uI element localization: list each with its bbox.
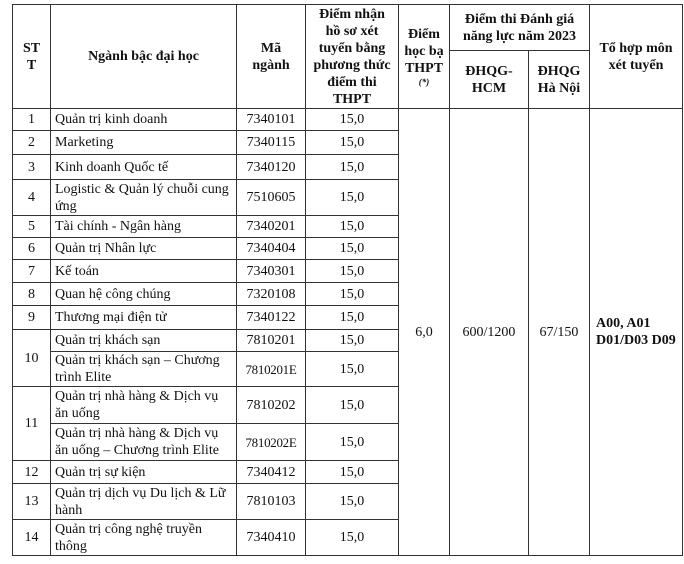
row-stt: 9 (13, 306, 51, 330)
row-name: Marketing (51, 131, 237, 155)
row-score: 15,0 (306, 352, 399, 387)
row-code: 7510605 (237, 180, 306, 216)
combo-list: A00, A01 D01/D03 D09 (590, 109, 683, 556)
row-name: Tài chính - Ngân hàng (51, 216, 237, 238)
row-score: 15,0 (306, 306, 399, 330)
row-score: 15,0 (306, 155, 399, 180)
row-score: 15,0 (306, 238, 399, 260)
header-transcript-label: Điểm học bạ THPT (404, 27, 444, 76)
row-name: Quản trị kinh doanh (51, 109, 237, 131)
row-name: Quan hệ công chúng (51, 283, 237, 306)
header-major: Ngành bậc đại học (51, 5, 237, 109)
row-stt: 8 (13, 283, 51, 306)
row-name: Quản trị dịch vụ Du lịch & Lữ hành (51, 484, 237, 520)
header-aptitude: Điểm thi Đánh giá năng lực năm 2023 (450, 5, 590, 51)
row-name: Quản trị Nhân lực (51, 238, 237, 260)
row-code: 7340404 (237, 238, 306, 260)
row-name: Logistic & Quản lý chuỗi cung ứng (51, 180, 237, 216)
row-score: 15,0 (306, 330, 399, 352)
row-code: 7340120 (237, 155, 306, 180)
row-score: 15,0 (306, 387, 399, 424)
header-stt: ST T (13, 5, 51, 109)
row-name: Quản trị công nghệ truyền thông (51, 520, 237, 556)
row-stt: 11 (13, 387, 51, 461)
row-score: 15,0 (306, 131, 399, 155)
row-code: 7810103 (237, 484, 306, 520)
row-code: 7340101 (237, 109, 306, 131)
row-name: Thương mại điện tử (51, 306, 237, 330)
row-code: 7810202 (237, 387, 306, 424)
row-score: 15,0 (306, 180, 399, 216)
row-stt: 14 (13, 520, 51, 556)
header-code: Mã ngành (237, 5, 306, 109)
row-score: 15,0 (306, 424, 399, 461)
row-code: 7340122 (237, 306, 306, 330)
row-stt: 1 (13, 109, 51, 131)
row-name: Quản trị khách sạn – Chương trình Elite (51, 352, 237, 387)
table-row (13, 109, 683, 131)
row-code: 7810202E (237, 424, 306, 461)
row-code: 7320108 (237, 283, 306, 306)
row-stt: 2 (13, 131, 51, 155)
transcript-score: 6,0 (399, 109, 450, 556)
row-code: 7810201E (237, 352, 306, 387)
row-name: Quản trị nhà hàng & Dịch vụ ăn uống (51, 387, 237, 424)
row-stt: 12 (13, 461, 51, 484)
row-name: Kế toán (51, 260, 237, 283)
header-hanoi: ĐHQG Hà Nội (529, 51, 590, 109)
row-code: 7340410 (237, 520, 306, 556)
row-stt: 7 (13, 260, 51, 283)
row-score: 15,0 (306, 484, 399, 520)
row-score: 15,0 (306, 260, 399, 283)
row-code: 7340115 (237, 131, 306, 155)
header-combo: Tổ hợp môn xét tuyển (590, 5, 683, 109)
row-stt: 6 (13, 238, 51, 260)
admission-table (12, 4, 683, 556)
row-score: 15,0 (306, 283, 399, 306)
header-hcm: ĐHQG-HCM (450, 51, 529, 109)
row-name: Quản trị sự kiện (51, 461, 237, 484)
hcm-score: 600/1200 (450, 109, 529, 556)
row-stt: 10 (13, 330, 51, 387)
row-code: 7340412 (237, 461, 306, 484)
row-stt: 5 (13, 216, 51, 238)
row-score: 15,0 (306, 109, 399, 131)
row-score: 15,0 (306, 216, 399, 238)
hanoi-score: 67/150 (529, 109, 590, 556)
row-score: 15,0 (306, 520, 399, 556)
header-threshold: Điểm nhận hồ sơ xét tuyển bằng phương thức điểm thi THPT (306, 5, 399, 109)
header-transcript (399, 5, 450, 109)
row-name: Kinh doanh Quốc tế (51, 155, 237, 180)
row-score: 15,0 (306, 461, 399, 484)
row-code: 7340201 (237, 216, 306, 238)
row-name: Quản trị khách sạn (51, 330, 237, 352)
row-stt: 3 (13, 155, 51, 180)
row-code: 7810201 (237, 330, 306, 352)
row-code: 7340301 (237, 260, 306, 283)
row-name: Quản trị nhà hàng & Dịch vụ ăn uống – Chương trình Elite (51, 424, 237, 461)
row-stt: 13 (13, 484, 51, 520)
row-stt: 4 (13, 180, 51, 216)
header-transcript-note: (*) (418, 77, 430, 87)
